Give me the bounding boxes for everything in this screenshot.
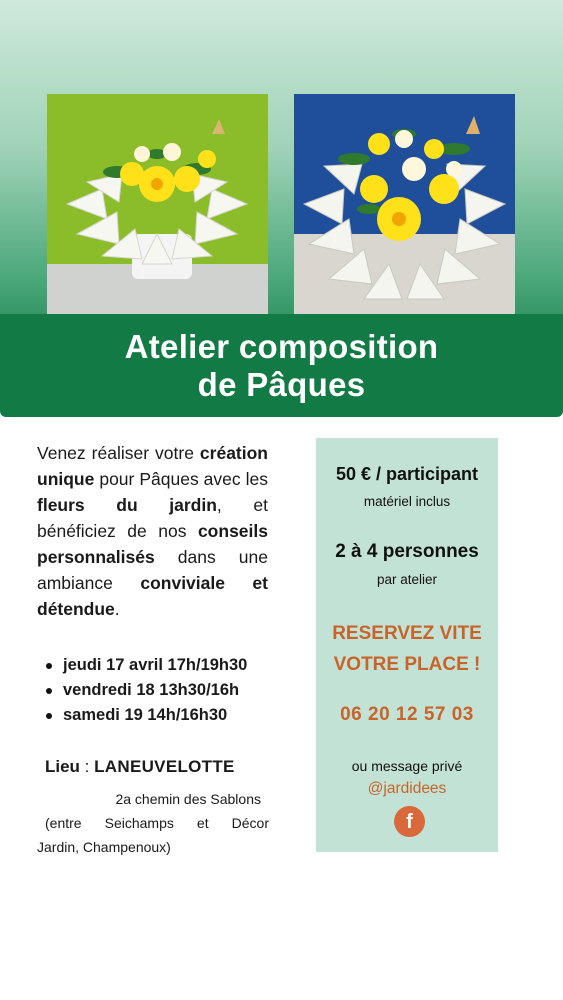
address-block <box>37 787 269 859</box>
group-size-text: 2 à 4 personnes <box>335 541 479 562</box>
bouquet-photo-left <box>47 94 268 314</box>
intro-bold-1: création unique <box>37 443 268 489</box>
intro-bold-4: conviviale et détendue <box>37 573 268 619</box>
phone-number[interactable]: 06 20 12 57 03 <box>340 704 474 725</box>
intro-bold-2: fleurs du jardin <box>37 495 217 515</box>
address-note-line2: Jardin, Champenoux) <box>37 839 171 855</box>
location-separator: : <box>79 757 95 776</box>
reserve-callout-line1: RESERVEZ VITE <box>332 623 482 644</box>
reserve-callout <box>316 618 498 680</box>
social-handle[interactable]: @jardidees <box>367 780 447 797</box>
intro-bold-3: conseils personnalisés <box>37 521 268 567</box>
intro-text-4: dans une ambiance <box>37 547 268 593</box>
intro-text-2: pour Pâques avec les <box>94 469 268 489</box>
session-item: samedi 19 14h/16h30 <box>43 703 283 728</box>
facebook-icon[interactable]: f <box>394 806 425 837</box>
session-item: jeudi 17 avril 17h/19h30 <box>43 653 283 678</box>
reserve-callout-line2: VOTRE PLACE ! <box>333 654 481 675</box>
session-item: vendredi 18 13h30/16h <box>43 678 283 703</box>
booking-info-box <box>316 438 498 852</box>
location-city: LANEUVELOTTE <box>94 757 235 776</box>
page-title-line2: de Pâques <box>197 365 366 403</box>
intro-text-1: Venez réaliser votre <box>37 443 200 463</box>
title-banner <box>0 314 563 417</box>
price-note: matériel inclus <box>363 494 451 509</box>
private-message-text: ou message privé <box>351 758 463 774</box>
location-label: Lieu <box>45 757 80 776</box>
intro-paragraph <box>37 440 268 622</box>
address-note-line1: (entre Seichamps et Décor <box>45 815 269 831</box>
intro-text-5: . <box>114 599 120 619</box>
location-line <box>45 755 285 779</box>
details-column <box>37 440 269 855</box>
intro-text-3: , et bénéficiez de nos <box>37 495 268 541</box>
page-title-line1: Atelier composition <box>124 327 439 365</box>
address-street: 2a chemin des Sablons <box>115 791 261 807</box>
price-text: 50 € / participant <box>335 464 479 484</box>
session-list <box>43 653 283 728</box>
group-size-note: par atelier <box>376 572 438 587</box>
bouquet-photo-right <box>294 94 515 314</box>
